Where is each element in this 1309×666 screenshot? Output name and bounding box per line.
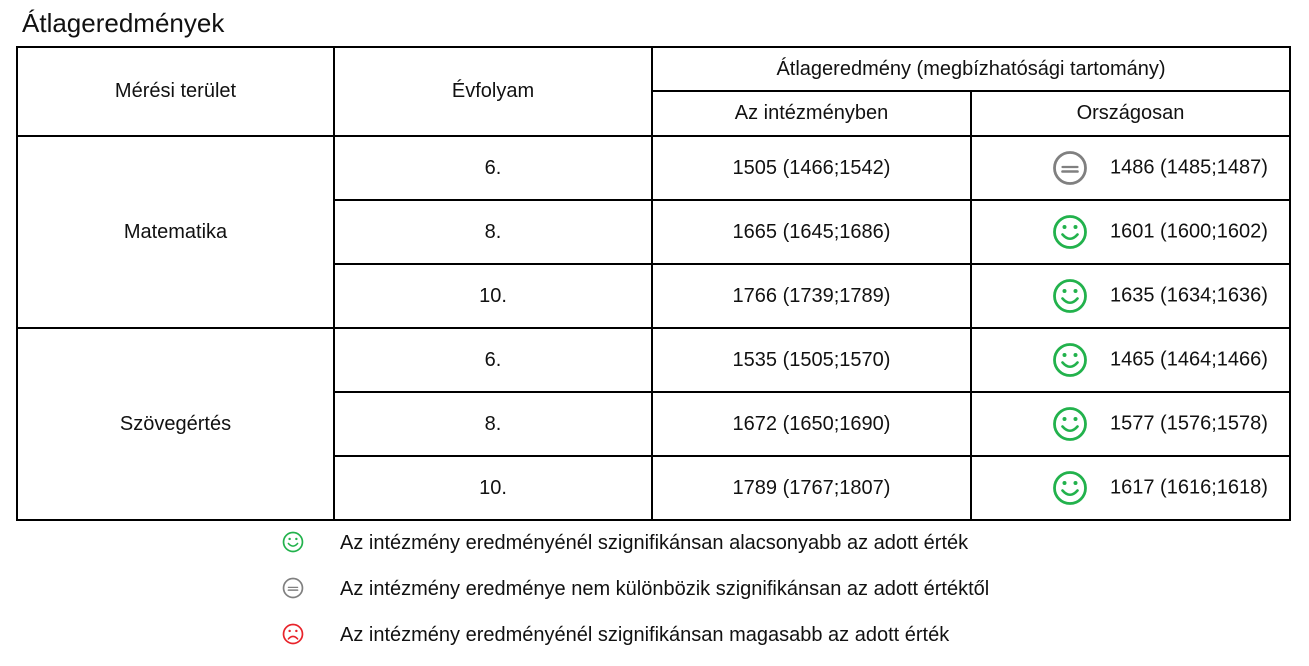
institution-cell: 1535 (1505;1570) [652,328,971,392]
national-value: 1577 (1576;1578) [1110,412,1268,435]
national-cell [971,264,1290,328]
header-average: Átlageredmény (megbízhatósági tartomány) [652,47,1290,91]
neutral-face-icon [282,577,304,599]
sad-face-icon [282,623,304,645]
national-value: 1617 (1616;1618) [1110,476,1268,499]
institution-cell: 1672 (1650;1690) [652,392,971,456]
legend-text: Az intézmény eredménye nem különbözik szignifikánsan az adott értéktől [340,578,990,600]
institution-cell: 1766 (1739;1789) [652,264,971,328]
national-cell [971,200,1290,264]
header-national: Országosan [971,91,1290,136]
table-row [17,136,1290,200]
grade-cell: 10. [334,264,652,328]
legend-text: Az intézmény eredményénél szignifikánsan magasabb az adott érték [340,624,950,646]
national-value: 1601 (1600;1602) [1110,220,1268,243]
grade-cell: 8. [334,200,652,264]
national-value: 1486 (1485;1487) [1110,156,1268,179]
institution-cell: 1505 (1466;1542) [652,136,971,200]
national-value: 1465 (1464;1466) [1110,348,1268,371]
smiley-face-icon [1052,278,1088,314]
smiley-face-icon [1052,406,1088,442]
neutral-face-icon [1052,150,1088,186]
smiley-face-icon [282,531,304,553]
header-institution: Az intézményben [652,91,971,136]
national-cell [971,456,1290,520]
institution-cell: 1789 (1767;1807) [652,456,971,520]
results-table [16,46,1291,521]
header-grade: Évfolyam [334,47,652,136]
smiley-face-icon [1052,214,1088,250]
national-cell [971,392,1290,456]
national-value: 1635 (1634;1636) [1110,284,1268,307]
national-cell [971,328,1290,392]
area-cell-matematika: Matematika [17,136,334,328]
legend-text: Az intézmény eredményénél szignifikánsan alacsonyabb az adott érték [340,532,969,554]
grade-cell: 10. [334,456,652,520]
grade-cell: 6. [334,328,652,392]
page-title: Átlageredmények [22,8,225,38]
national-cell [971,136,1290,200]
smiley-face-icon [1052,342,1088,378]
header-area: Mérési terület [17,47,334,136]
grade-cell: 8. [334,392,652,456]
grade-cell: 6. [334,136,652,200]
table-row [17,328,1290,392]
area-cell-szovegertes: Szövegértés [17,328,334,520]
institution-cell: 1665 (1645;1686) [652,200,971,264]
smiley-face-icon [1052,470,1088,506]
